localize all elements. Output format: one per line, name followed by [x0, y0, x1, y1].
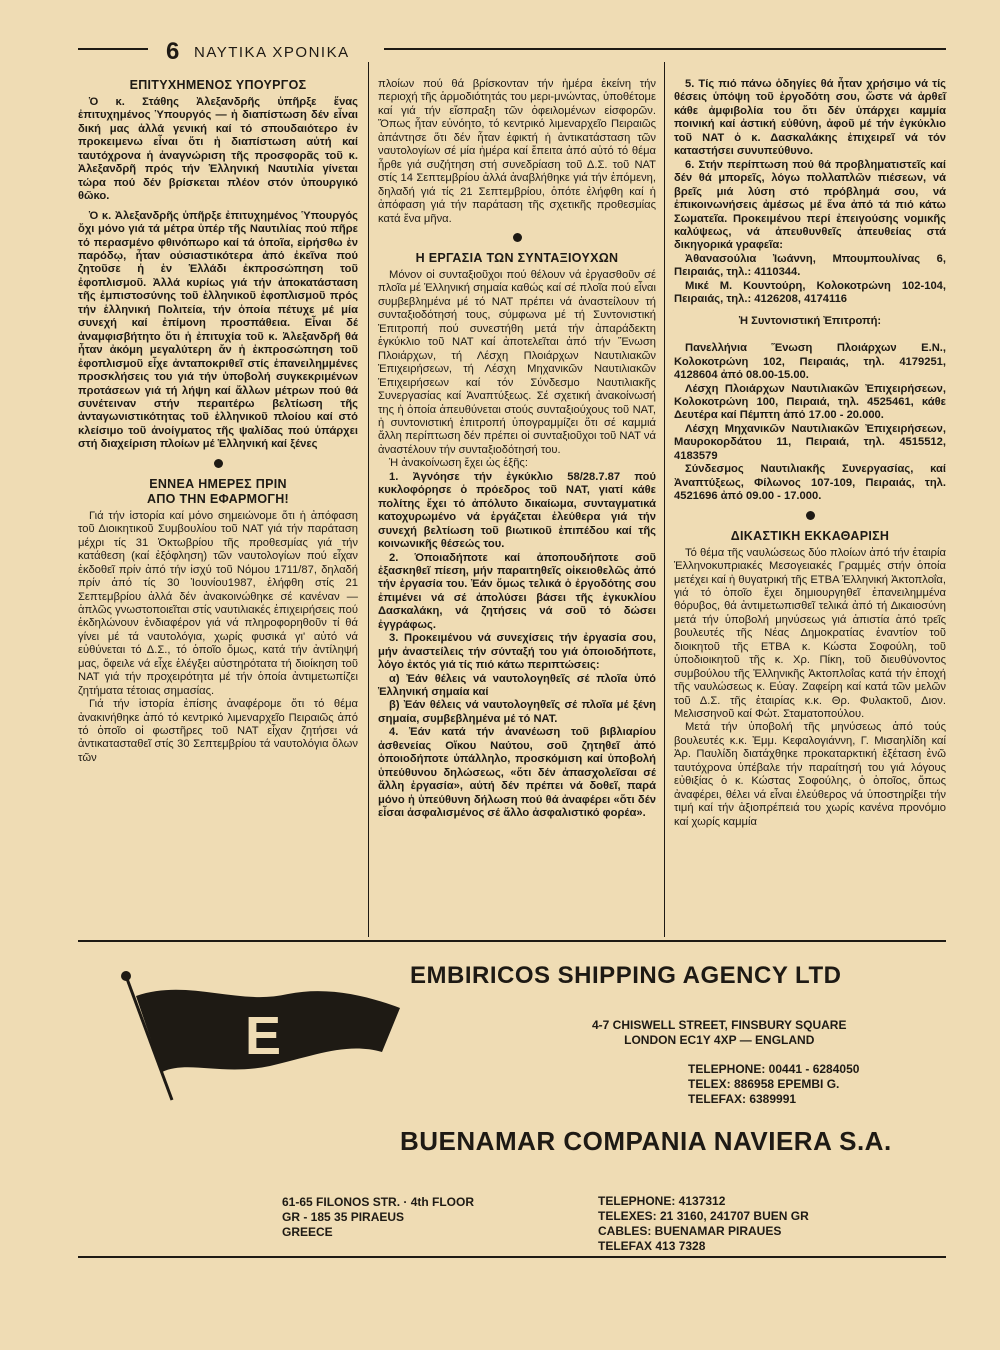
announcement-item: 5. Τίς πιό πάνω ὁδηγίες θά ἦταν χρήσιμο νά τίς θέσεις ὑπόψη τοῦ ἐργοδότη σου, ὥστε νά ἀρθεῖ κάθε ἀμφιβολία του ὅτι δέν ὑπάρχει καμμία ποινική καί ἀστική εὐθύνη, ἀφοῦ μέ τήν ἐγκύκλιο τοῦ ΝΑΤ ὁ κ. Δασκαλάκης ἐπιχειρεῖ νά τόν καταστήσει συνυπεύθυνο. [674, 78, 946, 158]
flag-letter: E [244, 1006, 282, 1066]
organization-contact: Πανελλήνια Ἕνωση Πλοιάρχων Ε.Ν., Κολοκοτρώνη 102, Πειραιάς, τηλ. 4179251, 4128604 ἀπό 08.00-15.00. [674, 342, 946, 382]
column-2 [378, 78, 656, 821]
company-flag-logo [118, 968, 408, 1103]
address-line: 61-65 FILONOS STR. · 4th FLOOR [282, 1195, 475, 1209]
column-divider-2 [664, 62, 665, 937]
column-divider-1 [368, 62, 369, 937]
headline-nine-days-line2: ΑΠΟ ΤΗΝ ΕΦΑΡΜΟΓΗ! [147, 491, 289, 506]
announcement-subitem: α) Ἐάν θέλεις νά ναυτολογηθεῖς σέ πλοῖα ὑπό Ἑλληνική σημαία καί [378, 672, 656, 699]
headline-judicial-settlement: ΔΙΚΑΣΤΙΚΗ ΕΚΚΑΘΑΡΙΣΗ [730, 528, 890, 543]
headline-successful-minister: ΕΠΙΤΥΧΗΜΕΝΟΣ ΥΠΟΥΡΓΟΣ [129, 78, 307, 92]
telex-line: TELEX: 886958 EPEMBI G. [688, 1077, 840, 1091]
organization-contact: Σύνδεσμος Ναυτιλιακῆς Συνεργασίας, καί Ἀναπτύξεως, Φίλωνος 107-109, Πειραιάς, τηλ. 4521696 ἀπό 09.00 - 17.000. [674, 463, 946, 503]
advert-bottom-rule [78, 1256, 946, 1258]
announcement-item: 1. Ἀγνόησε τήν ἐγκύκλιο 58/28.7.87 πού κυκλοφόρησε ὁ πρόεδρος τοῦ ΝΑΤ, γιατί κάθε πολίτης ἔχει τό ἀπόλυτο δικαίωμα, συνταγματικά κατοχυρωμένο νά ἐργάζεται ἐλεύθερα γιά τήν συνεχή βελτίωση τοῦ βιωτικοῦ ἐπιπέδου καί τῆς κοινωνικῆς θέσεώς του. [378, 470, 656, 551]
article-paragraph: Τό θέμα τῆς ναυλώσεως δύο πλοίων ἀπό τήν ἑταιρία Ἑλληνοκυπριακές Μεσογειακές Γραμμές στήν ὁποία μετέχει καί ἡ θυγατρική τῆς ΕΤΒΑ Ἑλληνική Ἀκτοπλοΐα, γιά τό ὁποῖο ἔχει δημιουργηθεῖ ἐπανειλημμένα θόρυβος, θά ἀντιμετωπισθεῖ τελικά ἀπό τή Δικαιοσύνη μετά τήν ὑποβολή μηνύσεως γιά ἀπιστία ἀπό τρεῖς βουλευτές τῆς Νέας Δημοκρατίας ἐναντίον τοῦ διοικητοῦ τῆς ΕΤΒΑ κ. Κώστα Σοφούλη, τοῦ ὑποδιοικητοῦ τῆς κ. Χρ. Πίκη, τοῦ διευθύνοντος συμβούλου τῆς Ἑλληνικῆς Ἀκτοπλοΐας κατά τήν ἐποχή τῆς ναυλώσεως κ. Εὐαγ. Ζαφείρη καί κατά τῶν μελῶν τοῦ Δ.Σ. τῆς ἑταιρίας κ.κ. Θρ. Φυλακτοῦ, Διον. Μελισσηνοῦ καί Φώτ. Σταματοπούλου. [674, 546, 946, 721]
column-3 [674, 78, 946, 829]
lawyer-contact: Ἀθανασούλια Ἰωάννη, Μπουμπουλίνας 6, Πειραιάς, τηλ.: 4110344. [674, 252, 946, 279]
address-line: LONDON EC1Y 4XP — ENGLAND [624, 1033, 815, 1047]
bullet-separator [513, 233, 522, 242]
header-rule-right [384, 48, 946, 50]
article-paragraph: Γιά τήν ἱστορία καί μόνο σημειώνομε ὅτι ἡ ἀπόφαση τοῦ Διοικητικοῦ Συμβουλίου τοῦ ΝΑΤ γιά τήν παράταση μέχρι τίς 31 Ὀκτωβρίου τῆς προθεσμίας γιά τήν κατάθεση (καί ἐξόφληση) τῶν ναυτολογίων πού εἶχαν ἐκδοθεῖ πρίν ἀπό τήν ἰσχύ τοῦ Νόμου 1711/87, δηλαδή πρίν ἀπό τίς 30 Ἰουνίου1987, ἐλήφθη στίς 21 Σεπτεμβρίου ἀλλά δέν ἀνακοινώθηκε σέ κανέναν — ἁπλῶς γνωστοποιεῖται στίς ναυτιλιακές ἐπιχειρήσεις πού ἐκδηλώνουν ἐνδιαφέρον γιά νά πληροφορηθοῦν τί θά γίνει μέ τά ναυτολόγια, χωρίς φυσικά γι' αὐτό νά εὐθύνεται τό Δ.Σ., τό ὁποῖο ὅμως, κατά τήν ἀντίληψή μας, ὄφειλε νά εἶχε ἐλέγξει αὐστηρότατα τή διοίκηση τοῦ ΝΑΤ γιά τήν προχειρότητα μέ τήν ὁποία ἀντιμετωπίζει ζητήματα τέτοιας σημασίας. [78, 509, 358, 697]
bullet-separator [214, 459, 223, 468]
buenamar-contacts [598, 1194, 809, 1254]
telephone-line: TELEPHONE: 4137312 [598, 1194, 726, 1208]
publication-title: ΝΑΥΤΙΚΑ ΧΡΟΝΙΚΑ [194, 44, 350, 61]
address-line: GR - 185 35 PIRAEUS [282, 1210, 405, 1224]
announcement-item: 6. Στήν περίπτωση πού θά προβληματιστεῖς καί δέν θά μπορεῖς, λόγω πολλαπλῶν πιέσεων, νά βρεῖς μιά λύση στό πρόβλημά σου, νά ἐπικοινωνήσεις ἀμέσως μέ ἕνα ἀπό τά πιό κάτω Σωματεῖα. Προκειμένου περί ἐπειγούσης νομικῆς καλύψεως, νά ἀπευθυνθεῖς ἀπευθείας στά δικηγορικά γραφεῖα: [674, 158, 946, 252]
column-1 [78, 78, 358, 765]
cables-line: CABLES: BUENAMAR PIRAUES [598, 1224, 782, 1238]
article-paragraph: Γιά τήν ἱστορία ἐπίσης ἀναφέρομε ὅτι τό θέμα ἀνακινήθηκε ἀπό τό κεντρικό λιμεναρχεῖο Πειραιῶς ἀπό τό ὁποῖο οἱ φωστῆρες τοῦ ΝΑΤ εἶχαν ζητήσει νά ἀντικατασταθεῖ στίς 30 Σεπτεμβρίου τά ναυτολόγια ὅλων τῶν [78, 698, 358, 764]
article-paragraph: Μόνον οἱ συνταξιοῦχοι πού θέλουν νά ἐργασθοῦν σέ πλοῖα μέ Ἑλληνική σημαία καθώς καί σέ πλοῖα πού εἶναι συμβεβλημένα μέ τό ΝΑΤ πρέπει νά ἀναστείλουν τή συνταξιοδότησή τους, σύμφωνα μέ τή Συντονιστική Ἐπιτροπή πού συνεστήθη μετά τήν ἀπαράδεκτη ἐγκύκλιο τοῦ ΝΑΤ καί ἀποτελεῖται ἀπό τήν Ἕνωση Πλοιάρχων, τή Λέσχη Πλοιάρχων Ναυτιλιακῶν Ἐπιχειρήσεων, τή Λέσχη Μηχανικῶν Ναυτιλιακῶν Ἐπιχειρήσεων καί τόν Σύνδεσμο Ναυτιλιακῆς Συνεργασίας καί Ἀναπτύξεως. Σέ σχετική ἀνακοίνωσή της ἡ ὁποία ἀπευθύνεται στούς συνταξιούχους τοῦ ΝΑΤ, ἡ συντονιστική ἐπιτροπή ὑπογραμμίζει ὅτι σέ καμμιά ἄλλη περίπτωση δέν πρέπει οἱ συνταξιοῦχοι τοῦ ΝΑΤ νά ἀναστέλουν τήν συνταξιοδότησή του. [378, 268, 656, 456]
article-paragraph: Ἡ ἀνακοίνωση ἔχει ὡς ἑξῆς: [389, 457, 528, 470]
announcement-item: 3. Προκειμένου νά συνεχίσεις τήν ἐργασία σου, μήν ἀναστείλεις τήν σύνταξή του γιά ὁποιοδήποτε, λόγο ἐκτός γιά τίς πιό κάτω περιπτώσεις: [378, 632, 656, 672]
embiricos-address [592, 1018, 846, 1048]
buenamar-address [282, 1195, 474, 1240]
announcement-item: 4. Ἐάν κατά τήν ἀνανέωση τοῦ βιβλιαρίου ἀσθενείας Οἴκου Ναύτου, σοῦ ζητηθεῖ ἀπό ὁποιοδήποτε ὑπάλληλο, προσκόμιση καί ὑποβολή ὑπεύθυνου δηλώσεως, «ὅτι δέν ἀπασχολεῖσαι σέ ἄλλη ἐργασία», αὐτή δέν πρέπει νά δοθεῖ, παρά μόνο ἡ ὑπεύθυνη δήλωση πού θά ἀναφέρει «ὅτι δέν εἶσαι ἀσφαλισμένος σέ ἄλλο ἀσφαλιστικό φορέα». [378, 726, 656, 820]
announcement-subitem: β) Ἐάν θέλεις νά ναυτολογηθεῖς σέ πλοῖα μέ ξένη σημαία, συμβεβλημένα μέ τό ΝΑΤ. [378, 699, 656, 725]
advert-top-rule [78, 940, 946, 942]
article-paragraph: πλοίων πού θά βρίσκονταν τήν ἡμέρα ἐκείνη τήν περιοχή τῆς ἁρμοδιότητάς του μερι-μνώντας, ὑποθέτομε καί γιά τήν εἴσπραξη τῶν ὀφειλομένων εἰσφορῶν. Ὅπως ἦταν εὐνόητο, τό κεντρικό λιμεναρχεῖο Πειραιῶς ἀπάντησε ὅτι δέν ἦταν ἐφικτή ἡ ἀντικατάσταση τῶν ναυτολογίων σέ μία ἡμέρα καί ἔπειτα ἀπό αὐτό τό θέμα ἦρθε γιά συζήτηση στή συνεδρίαση τοῦ Δ.Σ. τοῦ ΝΑΤ στίς 14 Σεπτεμβρίου ἀλλά ἀναβλήθηκε γιά τήν ἑπόμενη, δηλαδή γιά τίς 21 Σεπτεμβρίου, ὁπότε ἐλήφθη καί ἡ ἀπόφαση γιά τήν παράταση τῆς σχετικῆς προθεσμίας κατά ἕνα μῆνα. [378, 78, 656, 225]
headline-nine-days-line1: ΕΝΝΕΑ ΗΜΕΡΕΣ ΠΡΙΝ [149, 476, 287, 491]
organization-contact: Λέσχη Πλοιάρχων Ναυτιλιακῶν Ἐπιχειρήσεων, Κολοκοτρώνη 100, Πειραιά, τηλ. 4525461, κάθε Δευτέρα καί Πέμπτη ἀπό 17.00 - 20.000. [674, 382, 946, 422]
telephone-line: TELEPHONE: 00441 - 6284050 [688, 1062, 860, 1076]
embiricos-contacts [688, 1062, 859, 1107]
telefax-line: TELEFAX 413 7328 [598, 1239, 706, 1253]
article-paragraph: Ὁ κ. Ἀλεξανδρῆς ὑπῆρξε ἐπιτυχημένος Ὑπουργός ὄχι μόνο γιά τά μέτρα ὑπέρ τῆς Ναυτιλίας πού πῆρε τό περασμένο φθινόπωρο καί τά ὁποῖα, εἰρήσθω ἐν παρόδῳ, ἦταν οὐσιαστικότερα ἀπό ἐκεῖνα πού ζητοῦσε ἡ ἐν Ἑλλάδι ἐκπροσώπηση τοῦ ἐφοπλισμοῦ. Ἀλλά κυρίως γιά τήν ἀποκατάσταση τῆς ἐμπιστοσύνης τοῦ ἑλληνικοῦ ἐφοπλισμοῦ πρός τήν ἑλληνική Πολιτεία, τήν ὁποία πέτυχε μέ μία συνεχή καί ἐπίμονη προσπάθεια. Εἶναι δέ ἀναμφισβήτητο ὅτι ἡ ἐπιτυχία τοῦ κ. Ἀλεξανδρῆ θά ἦταν ἀκόμη μεγαλύτερη ἄν ἡ ἐκπροσώπηση τοῦ ἐφοπλισμοῦ εἶχε ἀνταποκριθεῖ στίς ἐπανειλημμένες προσκλήσεις του γιά τήν ὑποβολή συγκεκριμένων προτάσεων γιά τή λήψη καί ἄλλων μέτρων πού θά συνέτειναν στήν περαιτέρω βελτίωση τῆς ἀνταγωνιστικότητας τοῦ ἑλληνικοῦ πλοίου καί στό κλείσιμο τοῦ ἀνοίγματος τῆς ψαλίδας πού ὑπάρχει στή διαχείριση πλοίων μέ Ἑλληνική καί ξένες [78, 209, 358, 451]
lawyer-contact: Μικέ Μ. Κουντούρη, Κολοκοτρώνη 102-104, Πειραιάς, τηλ.: 4126208, 4174116 [674, 279, 946, 306]
article-paragraph: Ὁ κ. Στάθης Ἀλεξανδρῆς ὑπῆρξε ἕνας ἐπιτυχημένος Ὑπουργός — ἡ διαπίστωση δέν εἶναι δική μας ἀλλά γενική καί τό σπουδαιότερο ἐν προκειμενω εἶναι ὅτι ἡ διαπίστωση αὐτή καί ταυτόχρονα ἡ ἀναγνώριση τῆς προσφορᾶς τοῦ κ. Ἀλεξανδρῆ πρός τήν Ἑλληνική Ναυτιλία γίνεται τώρα πού δέν βρίσκεται πλέον στόν ὑπουργικό θῶκο. [78, 96, 358, 203]
telex-line: TELEXES: 21 3160, 241707 BUEN GR [598, 1209, 809, 1223]
committee-heading: Ἡ Συντονιστική Ἐπιτροπή: [738, 314, 882, 327]
organization-contact: Λέσχη Μηχανικῶν Ναυτιλιακῶν Ἐπιχειρήσεων, Μαυροκορδάτου 11, Πειραιά, τηλ. 4515512, 4183579 [674, 422, 946, 462]
headline-pensioners-work: Η ΕΡΓΑΣΙΑ ΤΩΝ ΣΥΝΤΑΞΙΟΥΧΩΝ [415, 250, 619, 265]
embiricos-company-name: EMBIRICOS SHIPPING AGENCY LTD [410, 962, 842, 989]
address-line: GREECE [282, 1225, 333, 1239]
telefax-line: TELEFAX: 6389991 [688, 1092, 797, 1106]
address-line: 4-7 CHISWELL STREET, FINSBURY SQUARE [592, 1018, 847, 1032]
article-paragraph: Μετά τήν ὑποβολή τῆς μηνύσεως ἀπό τούς βουλευτές κ.κ. Ἐμμ. Κεφαλογιάννη, Γ. Μισαηλίδη καί Ἀρ. Παυλίδη διατάχθηκε προκαταρκτική ἐξέταση ἐνῶ ταυτόχρονα ὑπέβαλε τήν παραίτησή του γιά λόγους εὐθιξίας ὁ κ. Κώστας Σοφούλης, ὁ ὁποῖος, ὅπως ἀναφέρει, θέλει νά εἶναι ἐλεύθερος νά ὑποστηρίξει τήν τιμή καί τήν ἀξιοπρέπειά του χωρίς κανένα προνόμιο καί χωρίς καμμία [674, 721, 946, 828]
bullet-separator [806, 511, 815, 520]
buenamar-company-name: BUENAMAR COMPANIA NAVIERA S.A. [400, 1126, 892, 1156]
header-rule-left [78, 48, 148, 50]
announcement-item: 2. Ὁποιαδήποτε καί ἀποπουδήποτε σοῦ ἐξασκηθεῖ πίεση, μήν παραιτηθεῖς οἰκειοθελῶς ἀπό τήν ἐργασία του. Ἐάν ὅμως τελικά ὁ ἐργοδότης σου ἐπιμένει νά σέ ἀπολύσει βάσει τῆς ἐγκυκλίου Δασκαλάκη, νά ζητήσεις νά σοῦ τό δώσει ἐγγράφως. [378, 551, 656, 631]
page-number: 6 [166, 38, 180, 65]
